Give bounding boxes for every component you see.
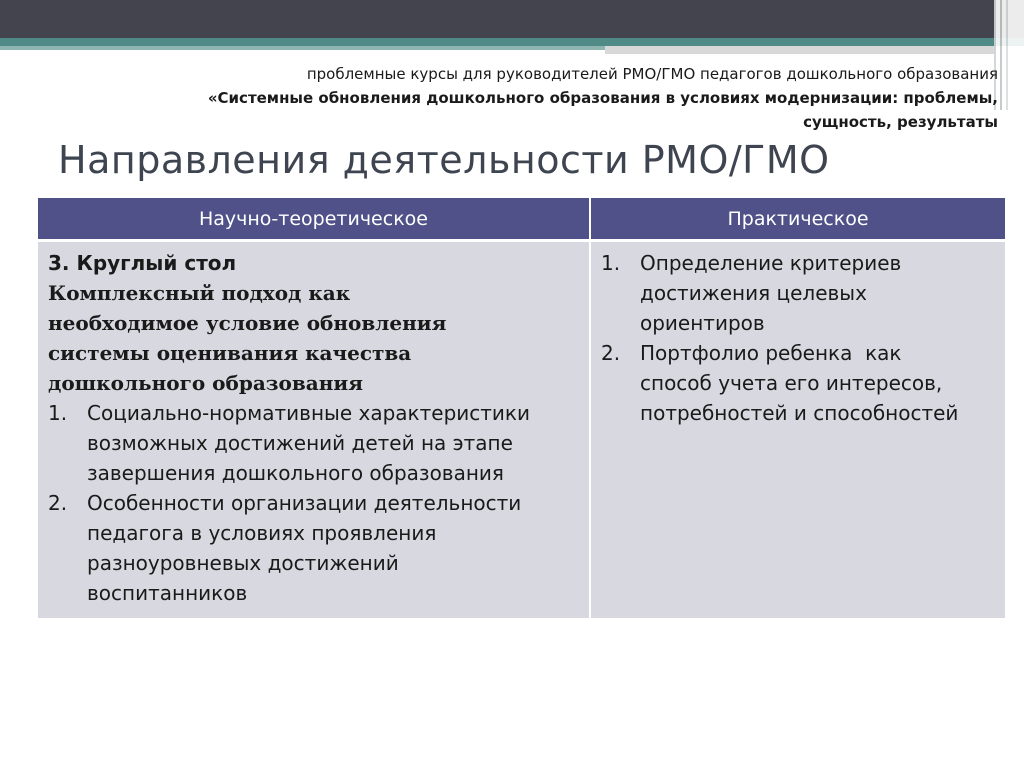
subtitle-line-2: «Системные обновления дошкольного образования в условиях модернизации: проблемы, [207, 89, 998, 107]
subtitle-line-1: проблемные курсы для руководителей РМО/ГМО педагогов дошкольного образования [306, 65, 998, 83]
list-item-line: достижения целевых [640, 281, 867, 305]
list-item [48, 488, 581, 608]
list-item-line: Социально-нормативные характеристики [87, 401, 530, 425]
list-number: 2. [48, 491, 68, 515]
list-item-line: способ учета его интересов, [640, 371, 943, 395]
topic-line: Комплексный подход как [48, 281, 351, 305]
list-number: 1. [601, 251, 621, 275]
list-item-line: ориентиров [640, 311, 765, 335]
list-item-line: педагога в условиях проявления [87, 521, 437, 545]
roundtable-heading: 3. Круглый стол [48, 251, 237, 275]
top-decorative-band [0, 0, 1024, 38]
list-item-line: возможных достижений детей на этапе [87, 431, 513, 455]
list-item-line: завершения дошкольного образования [87, 461, 504, 485]
page-title: Направления деятельности РМО/ГМО [58, 138, 830, 182]
list-item-line: Портфолио ребенка как [640, 341, 902, 365]
theoretical-cell [38, 242, 589, 618]
list-item [601, 338, 999, 428]
gray-decorative-line [605, 46, 995, 54]
practical-cell [591, 242, 1005, 618]
topic-line: необходимое условие обновления [48, 311, 447, 335]
list-item [601, 248, 999, 338]
subtitle-line-3: сущность, результаты [803, 113, 998, 131]
column-header-practical: Практическое [591, 198, 1005, 239]
list-number: 1. [48, 401, 68, 425]
list-item [48, 398, 581, 488]
list-item-line: Определение критериев [640, 251, 902, 275]
list-number: 2. [601, 341, 621, 365]
list-item-line: потребностей и способностей [640, 401, 959, 425]
teal-decorative-band [0, 38, 1024, 46]
theoretical-list [48, 398, 581, 608]
list-item-line: Особенности организации деятельности [87, 491, 522, 515]
list-item-line: разноуровневых достижений [87, 551, 399, 575]
column-header-theoretical: Научно-теоретическое [38, 198, 589, 239]
practical-list [601, 248, 999, 428]
list-item-line: воспитанников [87, 581, 248, 605]
course-subtitle [98, 62, 998, 134]
corner-stripes-decoration [994, 0, 1024, 110]
topic-line: системы оценивания качества [48, 341, 412, 365]
topic-line: дошкольного образования [48, 371, 363, 395]
light-teal-decorative-line [0, 46, 605, 50]
